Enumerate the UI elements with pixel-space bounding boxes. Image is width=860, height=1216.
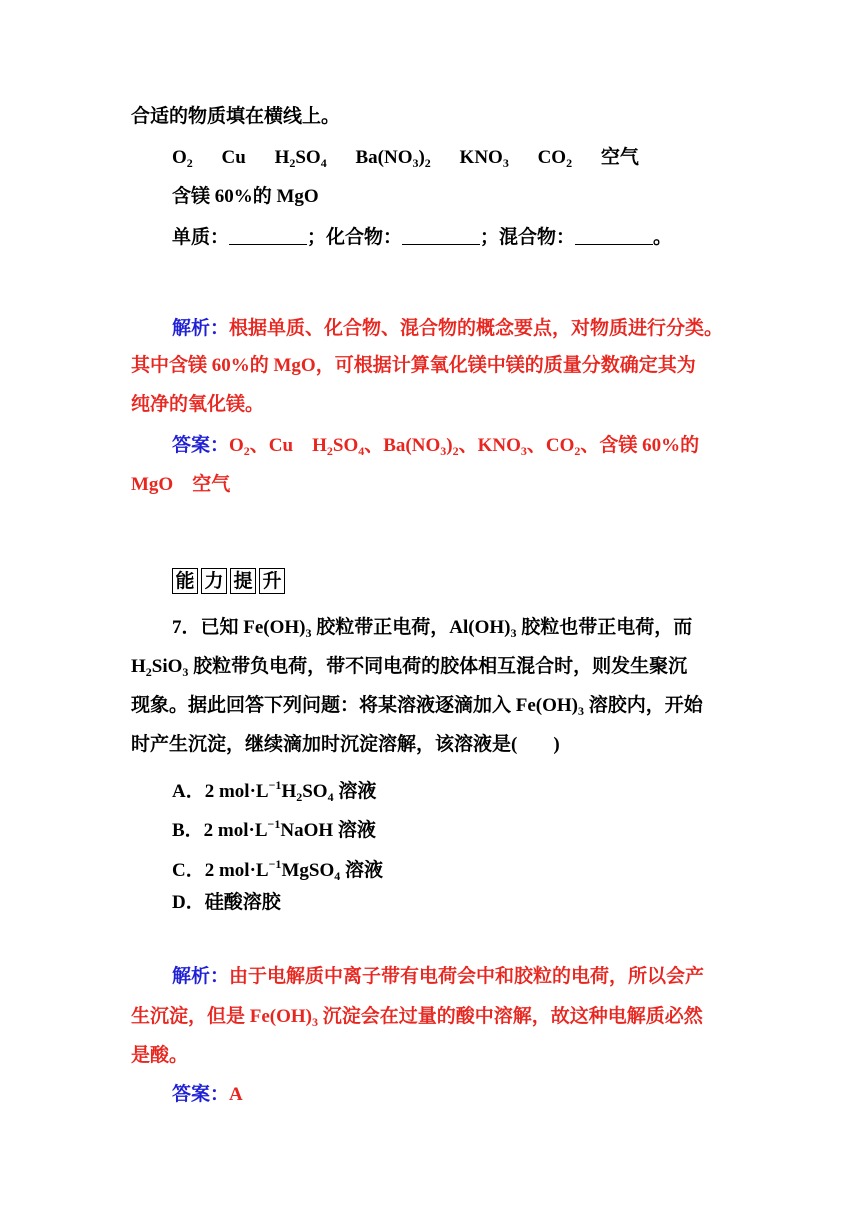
q7-option-a[interactable]: A．2 $mol\cdot L^{-1}H_2SO_4$ 溶液 xyxy=(172,778,377,804)
q6-analysis-line2: 其中含镁 60%的 MgO，可根据计算氧化镁中镁的质量分数确定其为 xyxy=(131,355,696,376)
section-heading-ability-improvement xyxy=(172,568,285,594)
q6-intro: 合适的物质填在横线上。 xyxy=(131,106,341,127)
q6-mgo-item: 含镁 60%的 MgO xyxy=(172,186,319,207)
q6-answer-line2: MgO 空气 xyxy=(131,474,231,495)
q7-line1: 7．已知 $Fe(OH)_3$ 胶粒带正电荷，$Al(OH)_3$ 胶粒也带正电荷，而 xyxy=(172,617,693,640)
q6-answer-line1: 答案：$O_2$、Cu $H_2SO_4$、$Ba(NO_3)_2$、$KNO_3$、$CO_2$、含镁 60%的 xyxy=(172,435,700,458)
q7-option-c[interactable]: C．2 $mol\cdot L^{-1}MgSO_4$ 溶液 xyxy=(172,857,383,883)
q6-analysis-line1: 解析：根据单质、化合物、混合物的概念要点，对物质进行分类。 xyxy=(172,318,724,339)
q7-analysis-line1: 解析：由于电解质中离子带有电荷会中和胶粒的电荷，所以会产 xyxy=(172,966,705,987)
q7-line3: 现象。据此回答下列问题：将某溶液逐滴加入 $Fe(OH)_3$ 溶胶内，开始 xyxy=(131,695,703,718)
answer-label: 答案： xyxy=(172,1084,230,1105)
blank-compounds[interactable] xyxy=(402,226,480,245)
q7-option-b[interactable]: B．2 $mol\cdot L^{-1}NaOH$ 溶液 xyxy=(172,817,376,841)
q6-blanks: 单质： ；化合物： ；混合物： 。 xyxy=(172,227,673,248)
badge-char: 升 xyxy=(259,568,285,594)
analysis-label: 解析： xyxy=(172,318,230,339)
blank-elements[interactable] xyxy=(229,226,307,245)
q7-line2: $H_2SiO_3$ 胶粒带负电荷，带不同电荷的胶体相互混合时，则发生聚沉 xyxy=(131,656,688,679)
q6-substance-list: $O_2$ Cu $H_2SO_4$ $Ba(NO_3)_2$ $KNO_3$ $CO_2$ 空气 xyxy=(172,147,639,170)
analysis-label: 解析： xyxy=(172,966,230,987)
blank-mixtures[interactable] xyxy=(575,226,653,245)
q7-line4: 时产生沉淀，继续滴加时沉淀溶解，该溶液是( ) xyxy=(131,734,560,755)
q7-analysis-line2: 生沉淀，但是 $Fe(OH)_3$ 沉淀会在过量的酸中溶解，故这种电解质必然 xyxy=(131,1006,703,1029)
q7-answer: 答案：A xyxy=(172,1084,243,1105)
badge-char: 提 xyxy=(230,568,256,594)
q7-option-d[interactable]: D．硅酸溶胶 xyxy=(172,892,281,913)
answer-label: 答案： xyxy=(172,435,230,456)
q7-analysis-line3: 是酸。 xyxy=(131,1045,189,1066)
badge-char: 力 xyxy=(201,568,227,594)
q6-analysis-line3: 纯净的氧化镁。 xyxy=(131,394,265,415)
badge-char: 能 xyxy=(172,568,198,594)
